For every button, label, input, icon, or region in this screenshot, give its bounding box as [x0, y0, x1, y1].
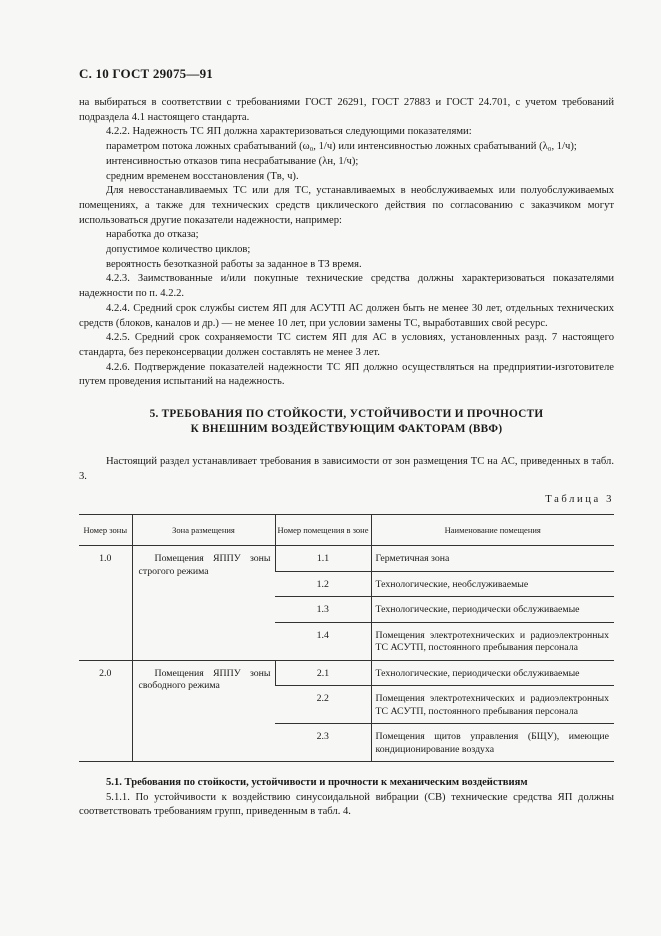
table-row: [79, 546, 614, 572]
room-number: 2.1: [275, 660, 371, 686]
paragraph: Настоящий раздел устанавливает требования в зависимости от зон размещения ТС на АС, приведенных в табл. 3.: [79, 456, 614, 482]
paragraph: наработка до отказа;: [106, 229, 199, 241]
paragraph: Для невосстанавливаемых ТС или для ТС, устанавливаемых в необслуживаемых или полуобслуживаемых помещениях, а также для технических средств циклического действия по согласованию с заказчиком могут использоваться другие показатели надежности, например:: [79, 185, 614, 226]
section-intro: [79, 455, 614, 484]
paragraph: интенсивностью отказов типа несрабатывание (λн, 1/ч);: [106, 155, 359, 167]
zones-table: [79, 514, 614, 762]
room-name: Помещения электротехнических и радиоэлектронных ТС АСУТП, постоянного пребывания персонала: [371, 686, 614, 724]
subsection-title: 5.1. Требования по стойкости, устойчивости и прочности к механическим воздействиям: [106, 777, 528, 788]
zone-number: 1.0: [79, 546, 132, 661]
paragraph: 4.2.3. Заимствованные и/или покупные технические средства должны характеризоваться показателями надежности по п. 4.2.2.: [79, 273, 614, 300]
paragraph: 4.2.6. Подтверждение показателей надежности ТС ЯП должно осуществляться на предприятии-изготовителе путем проведения испытаний на надежность.: [79, 361, 614, 388]
paragraph: 4.2.4. Средний срок службы систем ЯП для АСУТП АС должен быть не менее 30 лет, отдельных технических средств (блоков, каналов и др.) — не менее 10 лет, при условии замены ТС, выработавших свой ресурс.: [79, 302, 614, 329]
table-row: [79, 660, 614, 686]
paragraph: 4.2.5. Средний срок сохраняемости ТС систем ЯП для АС в условиях, установленных разд. 7 настоящего стандарта, без переконсервации должен составлять не менее 3 лет.: [79, 332, 614, 358]
subsection: [79, 776, 614, 820]
room-name: Помещения щитов управления (БЩУ), имеющие кондиционирование воздуха: [371, 724, 614, 762]
room-name: Технологические, периодически обслуживаемые: [371, 597, 614, 623]
room-number: 1.1: [275, 546, 371, 572]
column-header: Номер зоны: [79, 515, 132, 546]
table-header-row: [79, 515, 614, 546]
room-name: Помещения электротехнических и радиоэлектронных ТС АСУТП, постоянного пребывания персонала: [371, 622, 614, 660]
paragraph: 5.1.1. По устойчивости к воздействию синусоидальной вибрации (СВ) технические средства ЯП должны соответствовать требованиям групп, приведенным в табл. 4.: [79, 791, 614, 818]
zone-name: Помещения ЯППУ зоны свободного режима: [132, 660, 275, 762]
section-title-line: 5. ТРЕБОВАНИЯ ПО СТОЙКОСТИ, УСТОЙЧИВОСТИ И ПРОЧНОСТИ: [149, 408, 544, 420]
room-number: 1.3: [275, 597, 371, 623]
column-header: Зона размещения: [132, 515, 275, 546]
page-header: С. 10 ГОСТ 29075—91: [79, 66, 213, 81]
table-caption: Таблица 3: [545, 494, 614, 505]
column-header: Номер помещения в зоне: [275, 515, 371, 546]
room-number: 2.2: [275, 686, 371, 724]
paragraph: 4.2.2. Надежность ТС ЯП должна характеризоваться следующими показателями:: [106, 126, 472, 138]
paragraph: допустимое количество циклов;: [106, 244, 251, 256]
paragraph: средним временем восстановления (Tв, ч).: [106, 170, 299, 182]
column-header: Наименование помещения: [371, 515, 614, 546]
room-number: 2.3: [275, 724, 371, 762]
paragraph: на выбираться в соответствии с требованиями ГОСТ 26291, ГОСТ 27883 и ГОСТ 24.701, с учетом требований подраздела 4.1 настоящего стандарта.: [79, 97, 614, 123]
room-name: Герметичная зона: [371, 546, 614, 572]
room-number: 1.4: [275, 622, 371, 660]
section-title: [79, 407, 614, 437]
zone-name: Помещения ЯППУ зоны строгого режима: [132, 546, 275, 661]
room-number: 1.2: [275, 571, 371, 597]
paragraph: вероятность безотказной работы за заданное в ТЗ время.: [106, 258, 362, 270]
zone-number: 2.0: [79, 660, 132, 762]
paragraph: параметром потока ложных срабатываний (ω₀, 1/ч) или интенсивностью ложных срабатываний (λ₀, 1/ч);: [106, 141, 577, 153]
section-title-line: К ВНЕШНИМ ВОЗДЕЙСТВУЮЩИМ ФАКТОРАМ (ВВФ): [190, 423, 503, 435]
reliability-text: [79, 96, 614, 390]
room-name: Технологические, периодически обслуживаемые: [371, 660, 614, 686]
room-name: Технологические, необслуживаемые: [371, 571, 614, 597]
